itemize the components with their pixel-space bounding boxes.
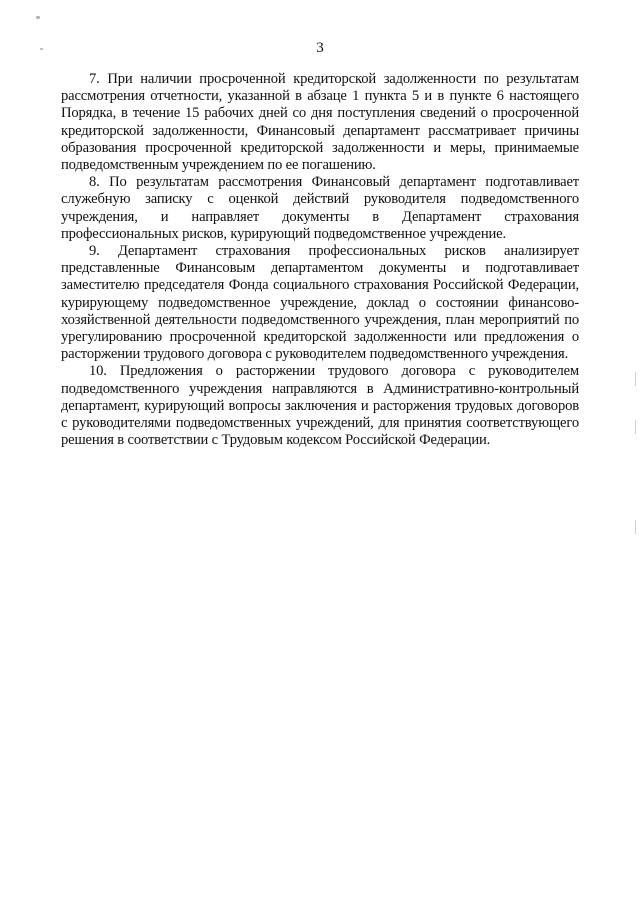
scan-edge-mark (635, 520, 636, 534)
paragraph-10: 10. Предложения о расторжении трудового договора с руководителем подведомственного учреждения направляются в Административно-контрольный департамент, курирующий вопросы заключения и расторжения трудовых договоров с руководителями подведомственных учреждений, для принятия соответствующего решения в соответствии с Трудовым кодексом Российской Федерации. (61, 363, 579, 449)
paragraph-9: 9. Департамент страхования профессиональных рисков анализирует представленные Финансовым департаментом документы и подготавливает заместителю председателя Фонда социального страхования Российской Федерации, курирующему подведомственное учреждение, доклад о состоянии финансово-хозяйственной деятельности подведомственного учреждения, план мероприятий по урегулированию просроченной кредиторской задолженности или предложения о расторжении трудового договора с руководителем подведомственного учреждения. (61, 243, 579, 363)
document-body (61, 71, 579, 449)
paragraph-8: 8. По результатам рассмотрения Финансовый департамент подготавливает служебную записку с оценкой действий руководителя подведомственного учреждения, и направляет документы в Департамент страхования профессиональных рисков, курирующий подведомственное учреждение. (61, 174, 579, 242)
paragraph-7: 7. При наличии просроченной кредиторской задолженности по результатам рассмотрения отчетности, указанной в абзаце 1 пункта 5 и в пункте 6 настоящего Порядка, в течение 15 рабочих дней со дня поступления сведений о просроченной кредиторской задолженности, Финансовый департамент рассматривает причины образования просроченной кредиторской задолженности и меры, принимаемые подведомственным учреждением по ее погашению. (61, 71, 579, 174)
scan-edge-mark (635, 372, 636, 386)
scan-speck (36, 16, 40, 19)
page-number: 3 (316, 40, 324, 56)
scan-edge-mark (635, 420, 636, 434)
